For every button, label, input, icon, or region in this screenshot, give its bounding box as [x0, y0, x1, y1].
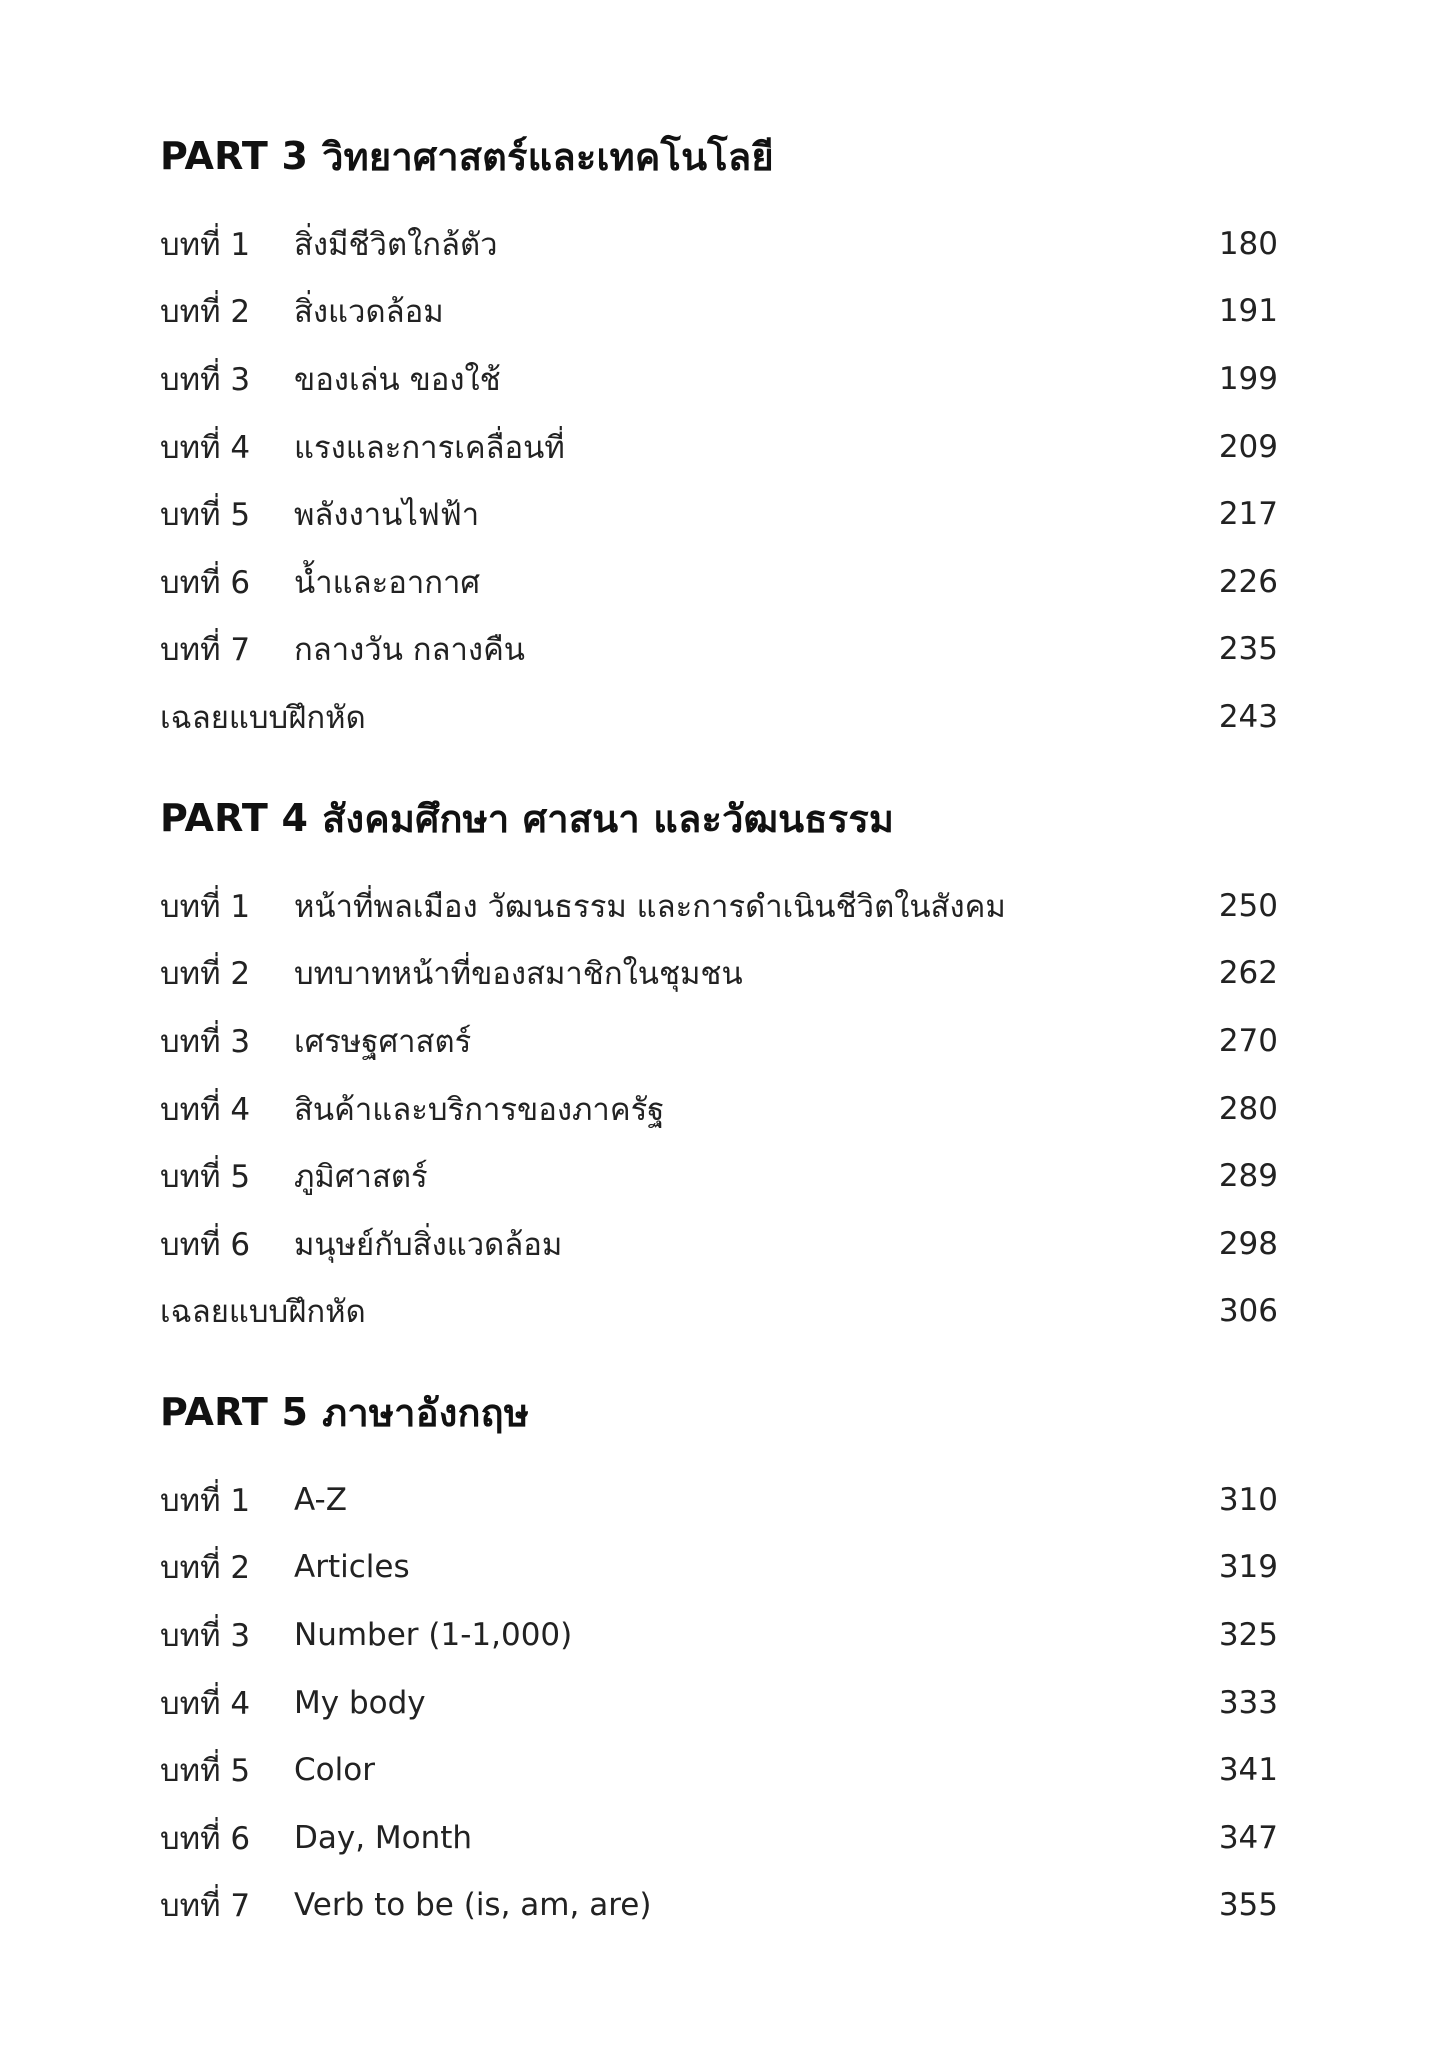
- toc-section-part-3: [160, 124, 1278, 751]
- part-label: PART 4: [160, 796, 309, 840]
- chapter-label: บทที่ 1: [160, 888, 251, 925]
- toc-entry[interactable]: [160, 1534, 1278, 1602]
- toc-entry[interactable]: [160, 278, 1278, 346]
- chapter-title: ภูมิศาสตร์: [294, 1159, 428, 1196]
- page-number: 235: [1218, 631, 1278, 668]
- toc-entry[interactable]: [160, 345, 1278, 413]
- chapter-title: Verb to be (is, am, are): [294, 1887, 652, 1924]
- chapter-title: My body: [294, 1684, 426, 1721]
- toc-entry[interactable]: [160, 210, 1278, 278]
- toc-entry[interactable]: [160, 1210, 1278, 1278]
- page-number: 191: [1218, 293, 1278, 330]
- page-number: 310: [1218, 1481, 1278, 1518]
- chapter-list: [160, 1466, 1278, 1939]
- chapter-label: บทที่ 3: [160, 1617, 251, 1654]
- page-number: 217: [1218, 496, 1278, 533]
- toc-entry[interactable]: [160, 480, 1278, 548]
- toc-entry[interactable]: [160, 1601, 1278, 1669]
- part-heading: [160, 786, 1278, 850]
- chapter-title: เศรษฐศาสตร์: [294, 1023, 472, 1060]
- toc-section-part-5: [160, 1380, 1278, 1939]
- chapter-title: กลางวัน กลางคืน: [294, 632, 526, 669]
- toc-entry[interactable]: [160, 1872, 1278, 1940]
- chapter-label: บทที่ 2: [160, 1550, 251, 1587]
- page-number: 280: [1218, 1090, 1278, 1127]
- page-number: 180: [1218, 225, 1278, 262]
- chapter-label: บทที่ 7: [160, 1888, 251, 1925]
- chapter-label: บทที่ 2: [160, 956, 251, 993]
- chapter-label: บทที่ 5: [160, 497, 251, 534]
- toc-entry[interactable]: [160, 1736, 1278, 1804]
- toc-entry[interactable]: [160, 548, 1278, 616]
- page-number: 262: [1218, 955, 1278, 992]
- chapter-label: บทที่ 4: [160, 1091, 251, 1128]
- toc-entry[interactable]: [160, 413, 1278, 481]
- answers-title: เฉลยแบบฝึกหัด: [160, 1294, 366, 1331]
- chapter-label: บทที่ 6: [160, 564, 251, 601]
- page-number: 319: [1218, 1549, 1278, 1586]
- toc-entry[interactable]: [160, 872, 1278, 940]
- part-title: วิทยาศาสตร์และเทคโนโลยี: [322, 134, 774, 179]
- part-title: สังคมศึกษา ศาสนา และวัฒนธรรม: [322, 796, 895, 841]
- chapter-title: พลังงานไฟฟ้า: [294, 497, 480, 534]
- chapter-title: น้ำและอากาศ: [294, 564, 481, 601]
- page-number: 355: [1218, 1887, 1278, 1924]
- toc-entry[interactable]: [160, 1804, 1278, 1872]
- part-title: ภาษาอังกฤษ: [322, 1390, 530, 1435]
- page-number: 333: [1218, 1684, 1278, 1721]
- toc-entry[interactable]: [160, 940, 1278, 1008]
- part-heading: [160, 1380, 1278, 1444]
- chapter-label: บทที่ 6: [160, 1820, 251, 1857]
- chapter-label: บทที่ 3: [160, 1023, 251, 1060]
- chapter-label: บทที่ 6: [160, 1226, 251, 1263]
- page-number: 243: [1218, 698, 1278, 735]
- page-number: 289: [1218, 1158, 1278, 1195]
- part-label: PART 3: [160, 134, 309, 178]
- part-label: PART 5: [160, 1390, 309, 1434]
- toc-section-part-4: [160, 786, 1278, 1345]
- chapter-label: บทที่ 5: [160, 1753, 251, 1790]
- chapter-title: สิ่งมีชีวิตใกล้ตัว: [294, 226, 498, 263]
- page-number: 347: [1218, 1819, 1278, 1856]
- toc-entry[interactable]: [160, 1142, 1278, 1210]
- chapter-title: A-Z: [294, 1481, 347, 1518]
- chapter-title: ของเล่น ของใช้: [294, 361, 501, 398]
- toc-entry[interactable]: [160, 616, 1278, 684]
- page-number: 306: [1218, 1293, 1278, 1330]
- page-number: 270: [1218, 1022, 1278, 1059]
- chapter-title: Number (1-1,000): [294, 1616, 573, 1653]
- toc-entry[interactable]: [160, 1669, 1278, 1737]
- page-number: 199: [1218, 360, 1278, 397]
- chapter-label: บทที่ 2: [160, 294, 251, 331]
- chapter-title: Day, Month: [294, 1819, 473, 1856]
- chapter-title: มนุษย์กับสิ่งแวดล้อม: [294, 1226, 563, 1263]
- answers-title: เฉลยแบบฝึกหัด: [160, 699, 366, 736]
- part-heading: [160, 124, 1278, 188]
- toc-entry-answers[interactable]: [160, 1278, 1278, 1346]
- chapter-title: Color: [294, 1752, 375, 1789]
- page-number: 209: [1218, 428, 1278, 465]
- chapter-title: บทบาทหน้าที่ของสมาชิกในชุมชน: [294, 956, 743, 993]
- chapter-label: บทที่ 3: [160, 361, 251, 398]
- page-number: 298: [1218, 1225, 1278, 1262]
- chapter-title: สิ่งแวดล้อม: [294, 294, 444, 331]
- page-number: 325: [1218, 1616, 1278, 1653]
- chapter-label: บทที่ 1: [160, 1482, 251, 1519]
- chapter-label: บทที่ 4: [160, 429, 251, 466]
- page-number: 250: [1218, 887, 1278, 924]
- chapter-title: สินค้าและบริการของภาครัฐ: [294, 1091, 665, 1128]
- toc-entry[interactable]: [160, 1466, 1278, 1534]
- chapter-label: บทที่ 7: [160, 632, 251, 669]
- page-number: 226: [1218, 563, 1278, 600]
- chapter-label: บทที่ 4: [160, 1685, 251, 1722]
- toc-entry[interactable]: [160, 1075, 1278, 1143]
- chapter-title: Articles: [294, 1549, 410, 1586]
- page-number: 341: [1218, 1752, 1278, 1789]
- chapter-label: บทที่ 5: [160, 1159, 251, 1196]
- chapter-label: บทที่ 1: [160, 226, 251, 263]
- toc-entry[interactable]: [160, 1007, 1278, 1075]
- chapter-title: แรงและการเคลื่อนที่: [294, 429, 565, 466]
- toc-entry-answers[interactable]: [160, 683, 1278, 751]
- chapter-list: [160, 210, 1278, 751]
- chapter-title: หน้าที่พลเมือง วัฒนธรรม และการดำเนินชีวิตในสังคม: [294, 888, 1006, 925]
- chapter-list: [160, 872, 1278, 1345]
